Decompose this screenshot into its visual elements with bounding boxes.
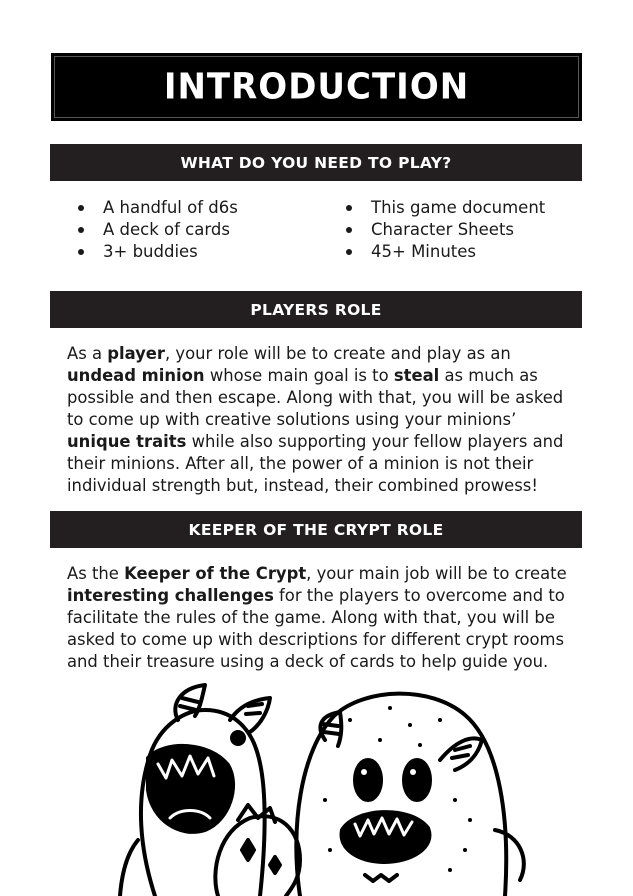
list-item: A handful of d6s bbox=[77, 197, 238, 219]
section-heading-keeper: KEEPER OF THE CRYPT ROLE bbox=[188, 520, 444, 539]
list-item: A deck of cards bbox=[77, 219, 238, 241]
players-role-paragraph: As a player, your role will be to create and play as an undead minion whose main goal is to steal as much as possible and then escape. Along with that, you will be asked to come up with creative solutions using your minions’ unique traits while also supporting your fellow players and their minions. After all, the power of a minion is not their individual strength but, instead, their combined prowess! bbox=[67, 344, 564, 495]
section-heading-players: PLAYERS ROLE bbox=[250, 300, 382, 319]
keeper-role-paragraph: As the Keeper of the Crypt, your main job will be to create interesting challenges for the players to overcome and to facilitate the rules of the game. Along with that, you will be asked to come up with descriptions for different crypt rooms and their treasure using a deck of cards to help guide you. bbox=[67, 564, 567, 671]
section-heading-need: WHAT DO YOU NEED TO PLAY? bbox=[180, 153, 452, 172]
section-header-players bbox=[50, 291, 582, 328]
list-item: 45+ Minutes bbox=[345, 241, 545, 263]
needs-list-right bbox=[345, 197, 545, 263]
section-header-need bbox=[50, 144, 582, 181]
list-item: This game document bbox=[345, 197, 545, 219]
section-header-keeper bbox=[50, 511, 582, 548]
monster-illustration bbox=[110, 680, 550, 896]
needs-list-left bbox=[77, 197, 238, 263]
page-title: INTRODUCTION bbox=[163, 66, 470, 108]
list-item: 3+ buddies bbox=[77, 241, 238, 263]
list-item: Character Sheets bbox=[345, 219, 545, 241]
page-title-banner bbox=[51, 53, 582, 121]
